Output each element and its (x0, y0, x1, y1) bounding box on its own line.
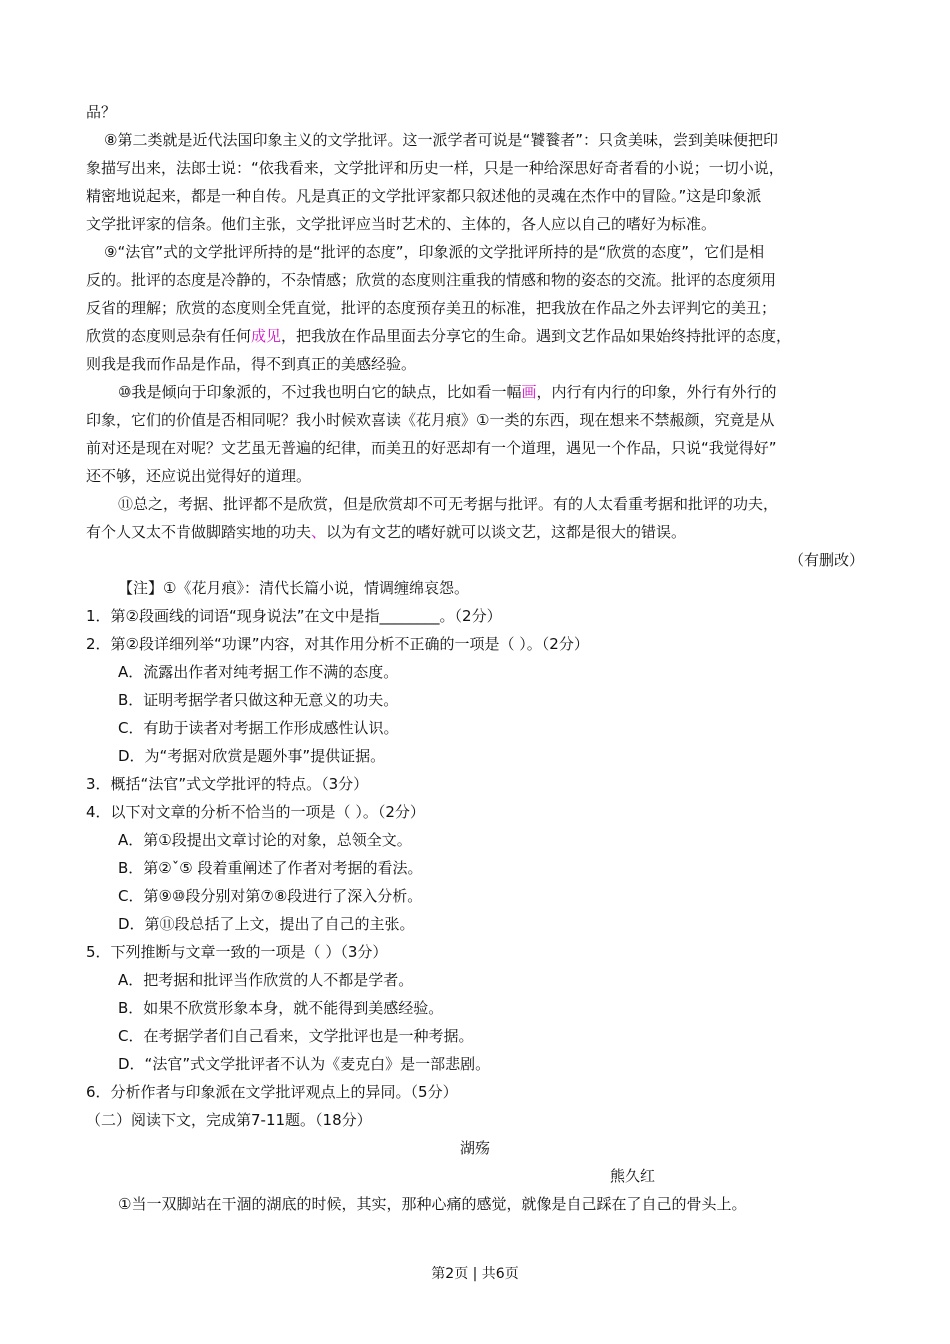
q5-option-c: C．在考据学者们自己看来，文学批评也是一种考据。 (118, 1027, 474, 1045)
text-line (86, 325, 876, 347)
page-footer: 第2页 | 共6页 (431, 1266, 519, 1282)
q5-option-a: A．把考据和批评当作欣赏的人不都是学者。 (118, 971, 414, 989)
question-3: 3．概括“法官”式文学批评的特点。（3分） (86, 775, 369, 793)
text-run: 以为有文艺的嗜好就可以谈文艺，这都是很大的错误。 (326, 523, 687, 541)
q2-option-c: C．有助于读者对考据工作形成感性认识。 (118, 719, 399, 737)
text-run: 欣赏的态度则忌杂有任何 (86, 327, 252, 345)
question-6: 6．分析作者与印象派在文学批评观点上的异同。（5分） (86, 1083, 458, 1101)
q4-option-d: D．第⑪段总括了上文，提出了自己的主张。 (118, 915, 415, 933)
q2-option-d: D．为“考据对欣赏是题外事”提供证据。 (118, 747, 386, 765)
text-line: 文学批评家的信条。他们主张，文学批评应当时艺术的、主体的，各人应以自己的嗜好为标准。 (86, 215, 717, 233)
highlighted-word: 成见 (251, 327, 282, 345)
q2-option-b: B．证明考据学者只做这种无意义的功夫。 (118, 691, 399, 709)
article-title: 湖殇 (459, 1139, 490, 1157)
text-run: ，内行有内行的印象，外行有外行的 (536, 383, 777, 401)
highlighted-word: 画 (521, 383, 537, 401)
text-line: 印象，它们的价值是否相同呢？我小时候欢喜读《花月痕》①一类的东西，现在想来不禁赧颜，究竟是从 (86, 411, 775, 429)
section-heading: （二）阅读下文，完成第7-11题。（18分） (86, 1111, 372, 1129)
text-line: 则我是我而作品是作品，得不到真正的美感经验。 (86, 355, 417, 373)
text-line: 反的。批评的态度是冷静的，不杂情感；欣赏的态度则注重我的情感和物的姿态的交流。批评的态度须用 (86, 271, 777, 289)
abridged-note: （有删改） (788, 551, 864, 569)
paragraph-10-line (118, 381, 908, 403)
text-line (86, 521, 876, 543)
question-1: 1．第②段画线的词语“现身说法”在文中是指________。（2分） (86, 607, 502, 625)
paragraph-11-line: ⑪总之，考据、批评都不是欣赏，但是欣赏却不可无考据与批评。有的人太看重考据和批评的功夫， (118, 495, 779, 513)
text-line: 象描写出来，法郎士说：“依我看来，文学批评和历史一样，只是一种给深思好奇者看的小说；一切小说， (86, 159, 784, 177)
q5-option-d: D．“法官”式文学批评者不认为《麦克白》是一部悲剧。 (118, 1055, 491, 1073)
q4-option-b: B．第②ˇ⑤ 段着重阐述了作者对考据的看法。 (118, 859, 423, 877)
footnote: 【注】①《花月痕》：清代长篇小说，情调缠绵哀怨。 (118, 579, 469, 597)
q5-option-b: B．如果不欣赏形象本身，就不能得到美感经验。 (118, 999, 444, 1017)
paragraph-9-line: ⑨“法官”式的文学批评所持的是“批评的态度”，印象派的文学批评所持的是“欣赏的态度”，它们是相 (104, 243, 765, 261)
text-run: 有个人又太不肯做脚踏实地的功夫 (86, 523, 312, 541)
question-2: 2．第②段详细列举“功课”内容，对其作用分析不正确的一项是（ ）。（2分） (86, 635, 589, 653)
text-run: ⑩我是倾向于印象派的，不过我也明白它的缺点，比如看一幅 (118, 383, 522, 401)
question-5: 5．下列推断与文章一致的一项是（ ）（3分） (86, 943, 388, 961)
text-line: 精密地说起来，都是一种自传。凡是真正的文学批评家都只叙述他的灵魂在杰作中的冒险。”这是印象派 (86, 187, 762, 205)
question-4: 4．以下对文章的分析不恰当的一项是（ ）。（2分） (86, 803, 425, 821)
article-author: 熊久红 (610, 1167, 656, 1185)
text-line: 前对还是现在对呢？文艺虽无普遍的纪律，而美丑的好恶却有一个道理，遇见一个作品，只说“我觉得好” (86, 439, 777, 457)
q4-option-c: C．第⑨⑩段分别对第⑦⑧段进行了深入分析。 (118, 887, 423, 905)
q4-option-a: A．第①段提出文章讨论的对象，总领全文。 (118, 831, 412, 849)
text-line: 品？ (86, 103, 117, 121)
text-line: 反省的理解；欣赏的态度则全凭直觉，批评的态度预存美丑的标准，把我放在作品之外去评判它的美丑； (86, 299, 777, 317)
text-line: 还不够，还应说出觉得好的道理。 (86, 467, 312, 485)
paragraph-8-line: ⑧第二类就是近代法国印象主义的文学批评。这一派学者可说是“饕餮者”：只贪美味，尝到美味便把印 (104, 131, 778, 149)
text-run: ，把我放在作品里面去分享它的生命。遇到文艺作品如果始终持批评的态度， (281, 327, 792, 345)
highlighted-mark: 、 (311, 523, 327, 541)
q2-option-a: A．流露出作者对纯考据工作不满的态度。 (118, 663, 399, 681)
article-paragraph-1: ①当一双脚站在干涸的湖底的时候，其实，那种心痛的感觉，就像是自己踩在了自己的骨头上。 (118, 1195, 747, 1213)
